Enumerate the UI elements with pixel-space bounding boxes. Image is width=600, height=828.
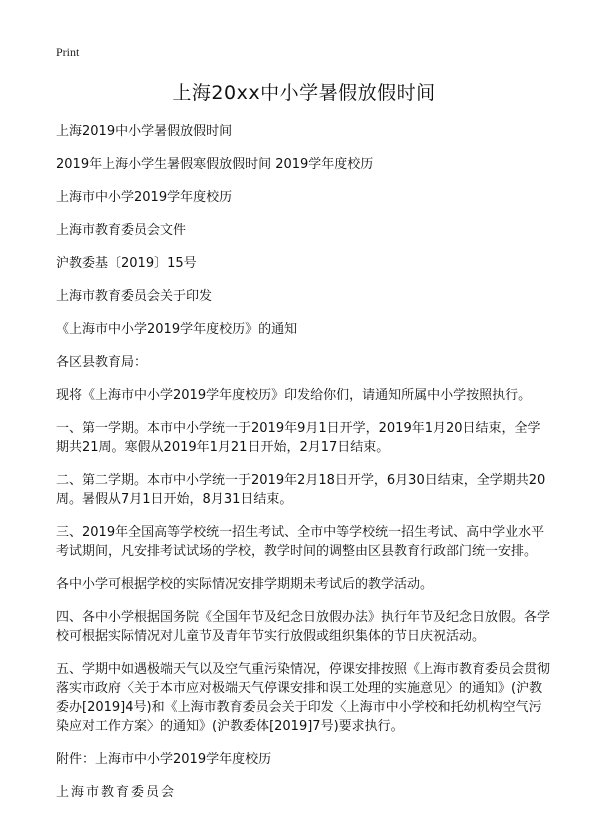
- paragraph-doc-number: 沪教委基〔2019〕15号: [56, 256, 197, 271]
- paragraph-holidays: 四、各中小学根据国务院《全国年节及纪念日放假办法》执行年节及纪念日放假。各学校可根据实际情况对儿童节及青年节实行放假或组织集体的节日庆祝活动。: [56, 610, 551, 644]
- paragraph-subtitle: 2019年上海小学生暑假寒假放假时间 2019学年度校历: [56, 157, 374, 172]
- paragraph-second-term: 二、第二学期。本市中小学统一于2019年2月18日开学，6月30日结束，全学期共20周。暑假从7月1日开始，8月31日结束。: [56, 473, 546, 507]
- paragraph-issuer: 上海市教育委员会文件: [56, 223, 187, 238]
- paragraph-exams: 三、2019年全国高等学校统一招生考试、全市中等学校统一招生考试、高中学业水平考试期间，凡安排考试试场的学校，教学时间的调整由区县教育行政部门统一安排。: [56, 525, 545, 559]
- document-title: 上海20xx中小学暑假放假时间: [172, 82, 436, 104]
- paragraph-weather: 五、学期中如遇极端天气以及空气重污染情况，停课安排按照《上海市教育委员会贯彻落实市政府〈关于本市应对极端天气停课安排和误工处理的实施意见〉的通知》(沪教委办[2019]4号)和《上海市教育委员会关于印发〈上海市中小学校和托幼机构空气污染应对工作方案〉的通知》(沪教委体[2019]7号)要求执行。: [56, 662, 551, 734]
- print-label: Print: [56, 45, 80, 59]
- paragraph-calendar-title: 上海市中小学2019学年度校历: [56, 190, 233, 205]
- paragraph-first-term: 一、第一学期。本市中小学统一于2019年9月1日开学，2019年1月20日结束，全学期共21周。寒假从2019年1月21日开始，2月17日结束。: [56, 421, 541, 455]
- paragraph-signature: 上海市教育委员会: [56, 785, 177, 800]
- paragraph-heading: 上海2019中小学暑假放假时间: [56, 124, 233, 139]
- paragraph-after-exams: 各中小学可根据学校的实际情况安排学期期未考试后的教学活动。: [56, 577, 434, 592]
- paragraph-notice-title-1: 上海市教育委员会关于印发: [56, 289, 213, 304]
- paragraph-intro: 现将《上海市中小学2019学年度校历》印发给你们，请通知所属中小学按照执行。: [56, 388, 532, 403]
- paragraph-notice-title-2: 《上海市中小学2019学年度校历》的通知: [56, 322, 298, 337]
- paragraph-salutation: 各区县教育局：: [56, 355, 148, 370]
- paragraph-attachment: 附件：上海市中小学2019学年度校历: [56, 752, 272, 767]
